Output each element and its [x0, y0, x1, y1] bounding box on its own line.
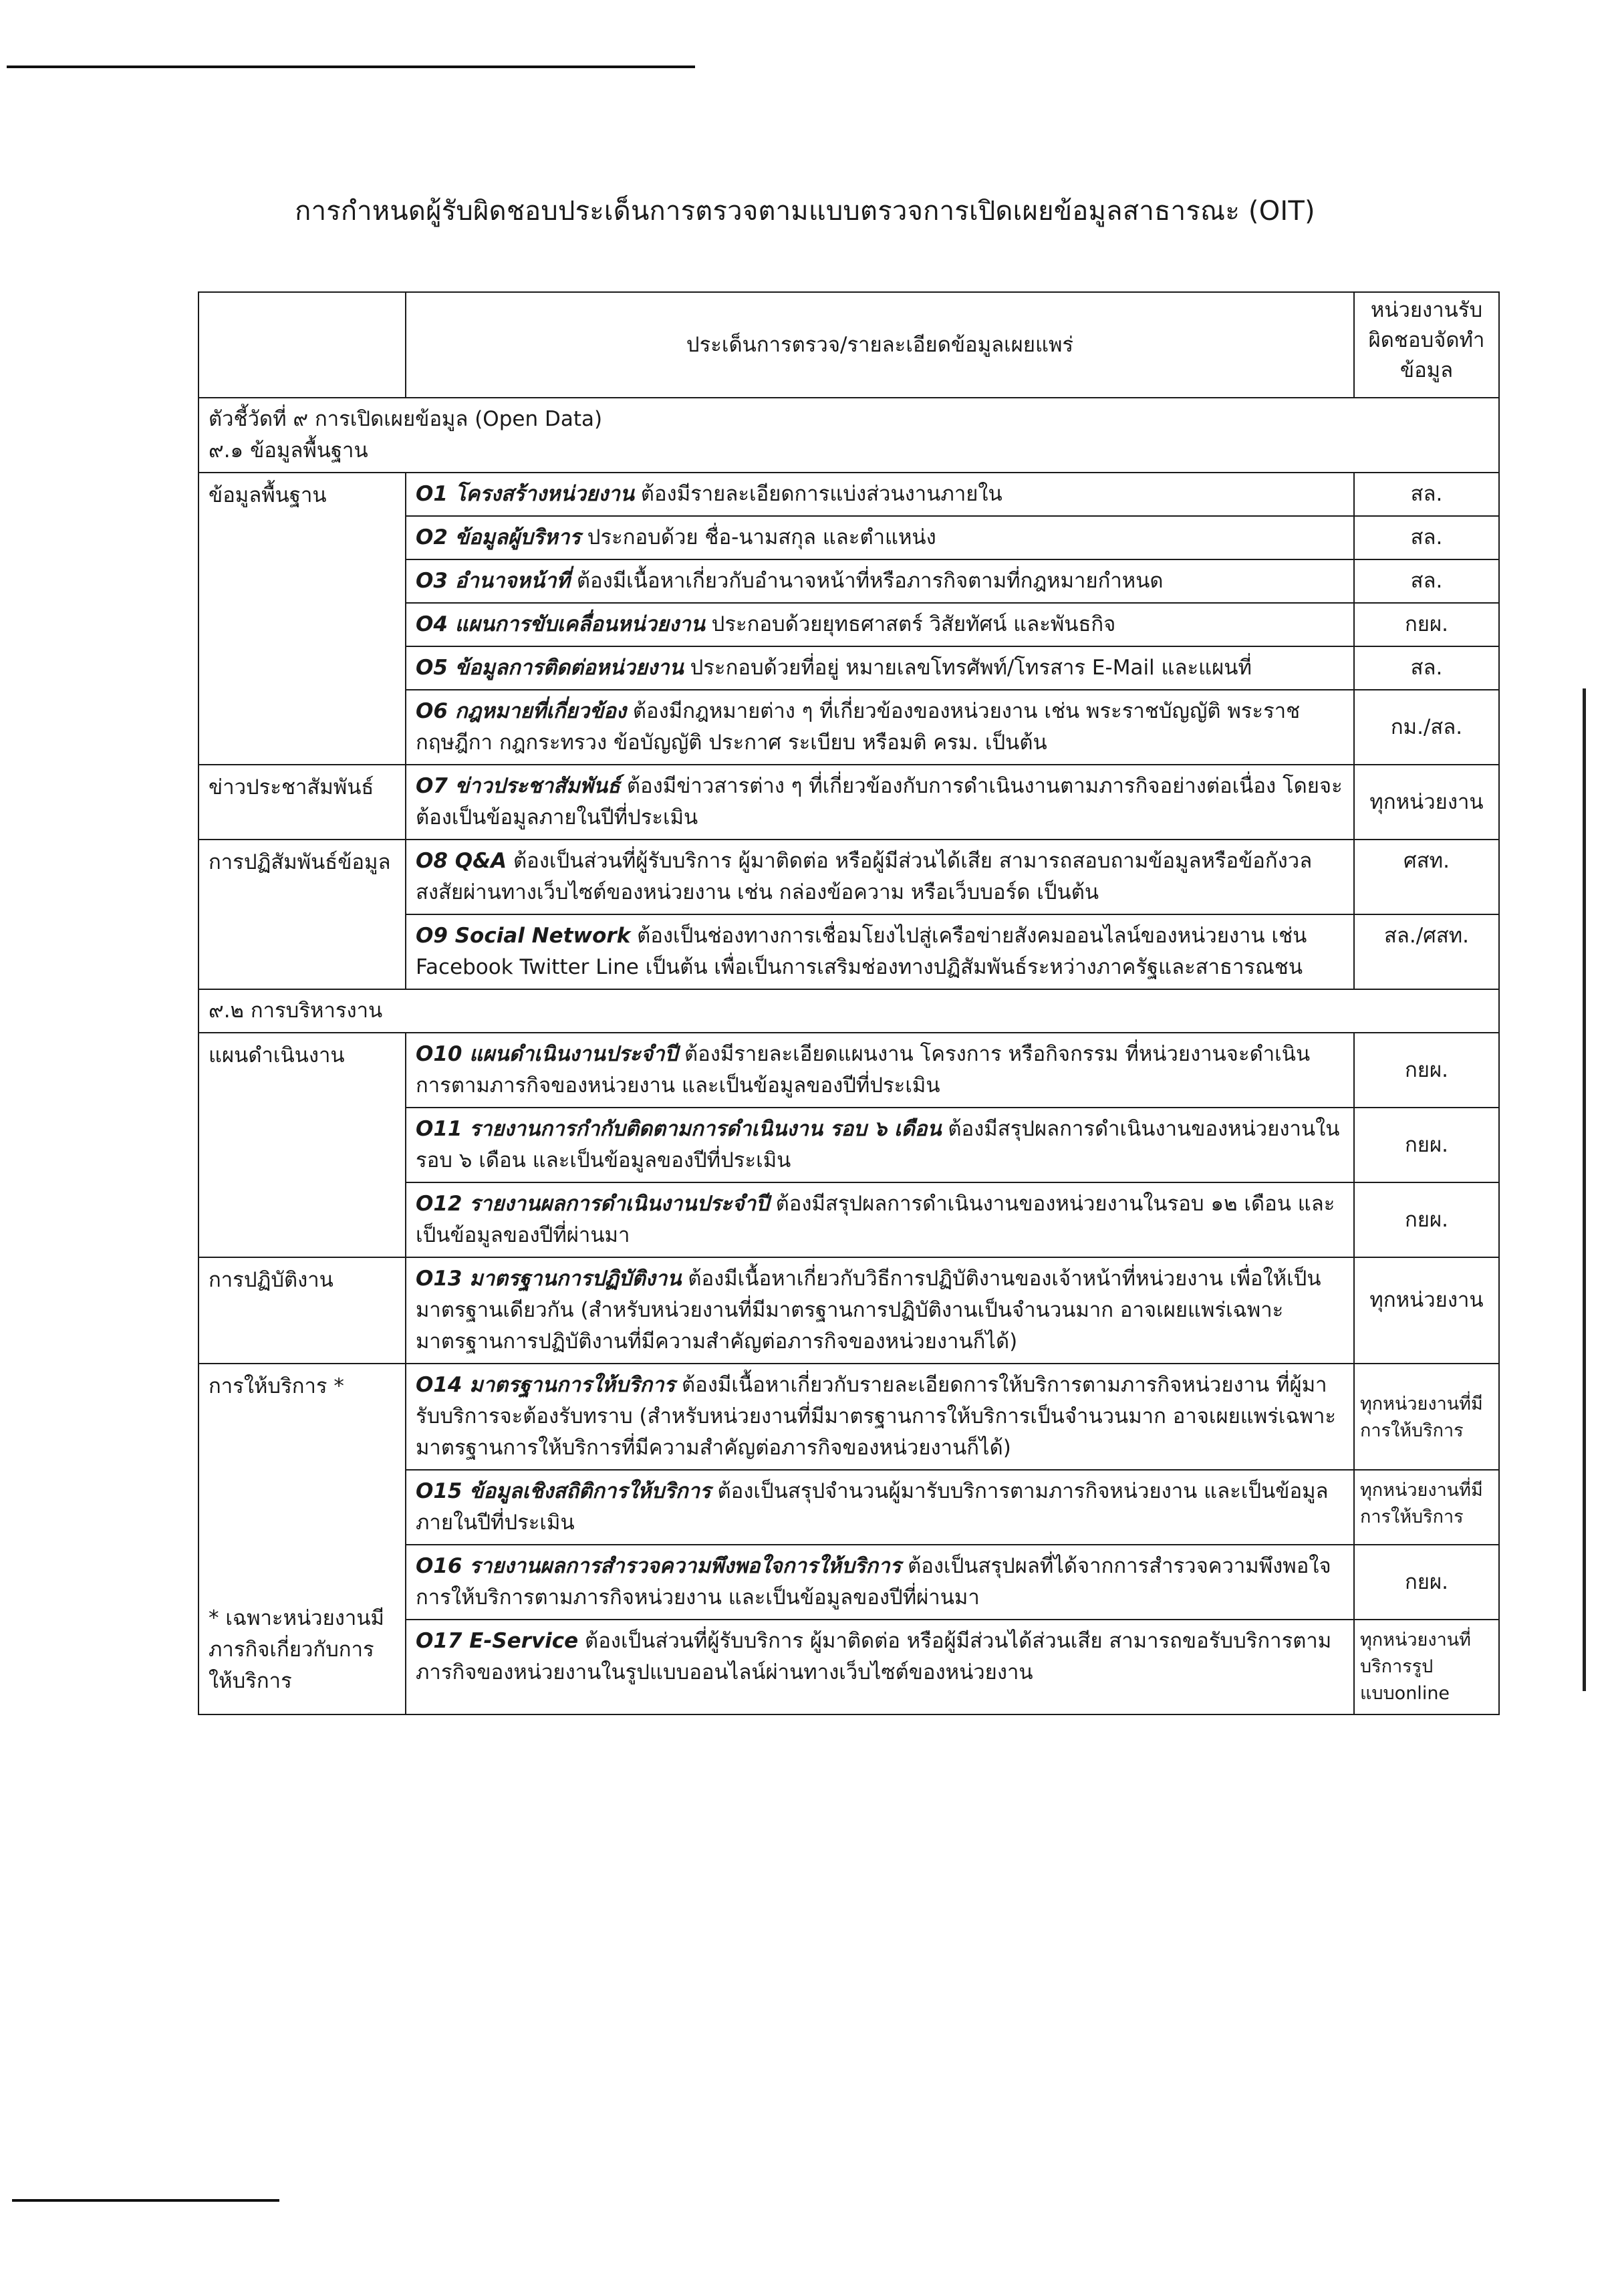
item-title: O15 ข้อมูลเชิงสถิติการให้บริการ — [416, 1479, 711, 1503]
table-row — [198, 765, 1499, 840]
item-title: O4 แผนการขับเคลื่อนหน่วยงาน — [416, 612, 705, 636]
unit-o16: กยผ. — [1354, 1545, 1499, 1620]
scan-bottom-line — [12, 2199, 279, 2202]
service-note: * เฉพาะหน่วยงานมีภารกิจเกี่ยวกับการให้บริการ — [209, 1606, 384, 1693]
item-desc: ต้องเป็นช่องทางการเชื่อมโยงไปสู่เครือข่ายสังคมออนไลน์ของหน่วยงาน เช่น Facebook Twitter Line เป็นต้น เพื่อเป็นการเสริมช่องทางปฏิสัมพันธ์ระหว่างภาครัฐและสาธารณชน — [416, 924, 1307, 979]
category-basic: ข้อมูลพื้นฐาน — [198, 473, 406, 765]
unit-o5: สล. — [1354, 646, 1499, 690]
unit-o2: สล. — [1354, 516, 1499, 559]
category-service: การให้บริการ * — [209, 1374, 344, 1398]
item-desc: ประกอบด้วยที่อยู่ หมายเลขโทรศัพท์/โทรสาร E-Mail และแผนที่ — [683, 656, 1252, 680]
item-o11 — [406, 1108, 1354, 1182]
table-header-row — [198, 292, 1499, 398]
item-title: O8 Q&A — [416, 849, 507, 873]
section-2-label: ๙.๒ การบริหารงาน — [198, 989, 1499, 1033]
item-o12 — [406, 1182, 1354, 1257]
item-title: O6 กฎหมายที่เกี่ยวข้อง — [416, 699, 627, 723]
item-title: O2 ข้อมูลผู้บริหาร — [416, 525, 581, 549]
unit-o13: ทุกหน่วยงาน — [1354, 1257, 1499, 1364]
unit-o6: กม./สล. — [1354, 690, 1499, 765]
item-desc: ต้องเป็นส่วนที่ผู้รับบริการ ผู้มาติดต่อ หรือผู้มีส่วนได้เสีย สามารถสอบถามข้อมูลหรือข้อกังวลสงสัยผ่านทางเว็บไซต์ของหน่วยงาน เช่น กล่องข้อความ หรือเว็บบอร์ด เป็นต้น — [416, 849, 1313, 904]
item-title: O10 แผนดำเนินงานประจำปี — [416, 1042, 678, 1066]
item-o10 — [406, 1033, 1354, 1108]
unit-o8: ศสท. — [1354, 840, 1499, 914]
unit-o7: ทุกหน่วยงาน — [1354, 765, 1499, 840]
item-title: O3 อำนาจหน้าที่ — [416, 569, 570, 593]
unit-o11: กยผ. — [1354, 1108, 1499, 1182]
indicator-label: ตัวชี้วัดที่ ๙ การเปิดเผยข้อมูล (Open Data) — [209, 407, 603, 431]
item-desc: ประกอบด้วย ชื่อ-นามสกุล และตำแหน่ง — [580, 525, 936, 549]
item-o13 — [406, 1257, 1354, 1364]
item-desc: ต้องมีเนื้อหาเกี่ยวกับรายละเอียดการให้บริการตามภารกิจหน่วยงาน ที่ผู้มารับบริการจะต้องรับทราบ (สำหรับหน่วยงานที่มีมาตรฐานการให้บริการเป็นจำนวนมาก อาจเผยแพร่เฉพาะมาตรฐานการให้บริการที่มีความสำคัญต่อภารกิจของหน่วยงานก็ได้) — [416, 1373, 1337, 1460]
unit-o12: กยผ. — [1354, 1182, 1499, 1257]
item-o9 — [406, 914, 1354, 989]
category-operation: การปฏิบัติงาน — [198, 1257, 406, 1364]
table-row — [198, 840, 1499, 914]
category-pr: ข่าวประชาสัมพันธ์ — [198, 765, 406, 840]
scan-top-line — [7, 66, 695, 68]
category-plan: แผนดำเนินงาน — [198, 1033, 406, 1257]
unit-o1: สล. — [1354, 473, 1499, 516]
header-unit: หน่วยงานรับผิดชอบจัดทำข้อมูล — [1354, 292, 1499, 398]
item-title: O7 ข่าวประชาสัมพันธ์ — [416, 774, 621, 798]
unit-o3: สล. — [1354, 559, 1499, 603]
unit-o4: กยผ. — [1354, 603, 1499, 646]
unit-o15: ทุกหน่วยงานที่มีการให้บริการ — [1354, 1470, 1499, 1545]
oit-responsibility-table — [198, 291, 1500, 1715]
item-title: O9 Social Network — [416, 924, 631, 948]
item-o6 — [406, 690, 1354, 765]
item-title: O12 รายงานผลการดำเนินงานประจำปี — [416, 1192, 769, 1216]
item-title: O1 โครงสร้างหน่วยงาน — [416, 482, 634, 506]
header-detail: ประเด็นการตรวจ/รายละเอียดข้อมูลเผยแพร่ — [406, 292, 1354, 398]
item-o16 — [406, 1545, 1354, 1620]
section-2-row — [198, 989, 1499, 1033]
item-title: O11 รายงานการกำกับติดตามการดำเนินงาน รอบ ๖ เดือน — [416, 1117, 942, 1141]
table-row — [198, 1364, 1499, 1470]
item-desc: ต้องมีข่าวสารต่าง ๆ ที่เกี่ยวข้องกับการดำเนินงานตามภารกิจอย่างต่อเนื่อง โดยจะต้องเป็นข้อมูลภายในปีที่ประเมิน — [416, 774, 1343, 830]
item-title: O14 มาตรฐานการให้บริการ — [416, 1373, 676, 1397]
scan-right-edge — [1583, 688, 1586, 1691]
item-desc: ต้องเป็นสรุปผลที่ได้จากการสำรวจความพึงพอใจการให้บริการตามภารกิจหน่วยงาน และเป็นข้อมูลของปีที่ผ่านมา — [416, 1554, 1331, 1610]
item-title: O17 E-Service — [416, 1629, 579, 1653]
item-desc: ต้องเป็นสรุปจำนวนผู้มารับบริการตามภารกิจหน่วยงาน และเป็นข้อมูลภายในปีที่ประเมิน — [416, 1479, 1329, 1535]
item-o1 — [406, 473, 1354, 516]
item-desc: ต้องมีสรุปผลการดำเนินงานของหน่วยงานในรอบ ๑๒ เดือน และเป็นข้อมูลของปีที่ผ่านมา — [416, 1192, 1335, 1247]
item-o3 — [406, 559, 1354, 603]
item-desc: ประกอบด้วยยุทธศาสตร์ วิสัยทัศน์ และพันธกิจ — [704, 612, 1116, 636]
item-title: O5 ข้อมูลการติดต่อหน่วยงาน — [416, 656, 684, 680]
item-desc: ต้องมีเนื้อหาเกี่ยวกับอำนาจหน้าที่หรือภารกิจตามที่กฎหมายกำหนด — [569, 569, 1164, 593]
unit-o14: ทุกหน่วยงานที่มีการให้บริการ — [1354, 1364, 1499, 1470]
page-title: การกำหนดผู้รับผิดชอบประเด็นการตรวจตามแบบตรวจการเปิดเผยข้อมูลสาธารณะ (OIT) — [295, 196, 1315, 227]
header-blank — [198, 292, 406, 398]
unit-o9: สล./ศสท. — [1354, 914, 1499, 989]
item-o2 — [406, 516, 1354, 559]
item-desc: ต้องมีเนื้อหาเกี่ยวกับวิธีการปฏิบัติงานของเจ้าหน้าที่หน่วยงาน เพื่อให้เป็นมาตรฐานเดียวกัน (สำหรับหน่วยงานที่มีมาตรฐานการปฏิบัติงานเป็นจำนวนมาก อาจเผยแพร่เฉพาะมาตรฐานการปฏิบัติงานที่มีความสำคัญต่อภารกิจของหน่วยงานก็ได้) — [416, 1267, 1321, 1354]
item-o8 — [406, 840, 1354, 914]
item-title: O13 มาตรฐานการปฏิบัติงาน — [416, 1267, 682, 1291]
category-service-cell — [198, 1364, 406, 1714]
item-desc: ต้องมีรายละเอียดแผนงาน โครงการ หรือกิจกรรม ที่หน่วยงานจะดำเนินการตามภารกิจของหน่วยงาน และเป็นข้อมูลของปีที่ประเมิน — [416, 1042, 1311, 1098]
table-row — [198, 473, 1499, 516]
item-o5 — [406, 646, 1354, 690]
table-row — [198, 1257, 1499, 1364]
item-o17 — [406, 1620, 1354, 1714]
category-interaction: การปฏิสัมพันธ์ข้อมูล — [198, 840, 406, 989]
item-o7 — [406, 765, 1354, 840]
item-o15 — [406, 1470, 1354, 1545]
section-1-label: ๙.๑ ข้อมูลพื้นฐาน — [209, 438, 368, 463]
item-title: O16 รายงานผลการสำรวจความพึงพอใจการให้บริการ — [416, 1554, 902, 1578]
unit-o10: กยผ. — [1354, 1033, 1499, 1108]
indicator-row — [198, 398, 1499, 473]
unit-o17: ทุกหน่วยงานที่บริการรูปแบบonline — [1354, 1620, 1499, 1714]
item-desc: ต้องเป็นส่วนที่ผู้รับบริการ ผู้มาติดต่อ หรือผู้มีส่วนได้ส่วนเสีย สามารถขอรับบริการตามภารกิจของหน่วยงานในรูปแบบออนไลน์ผ่านทางเว็บไซต์ของหน่วยงาน — [416, 1629, 1332, 1684]
item-desc: ต้องมีสรุปผลการดำเนินงานของหน่วยงานในรอบ ๖ เดือน และเป็นข้อมูลของปีที่ประเมิน — [416, 1117, 1340, 1172]
item-o14 — [406, 1364, 1354, 1470]
table-row — [198, 1033, 1499, 1108]
item-desc: ต้องมีกฎหมายต่าง ๆ ที่เกี่ยวข้องของหน่วยงาน เช่น พระราชบัญญัติ พระราชกฤษฎีกา กฎกระทรวง ข้อบัญญัติ ประกาศ ระเบียบ หรือมติ ครม. เป็นต้น — [416, 699, 1301, 755]
item-o4 — [406, 603, 1354, 646]
item-desc: ต้องมีรายละเอียดการแบ่งส่วนงานภายใน — [634, 482, 1002, 506]
